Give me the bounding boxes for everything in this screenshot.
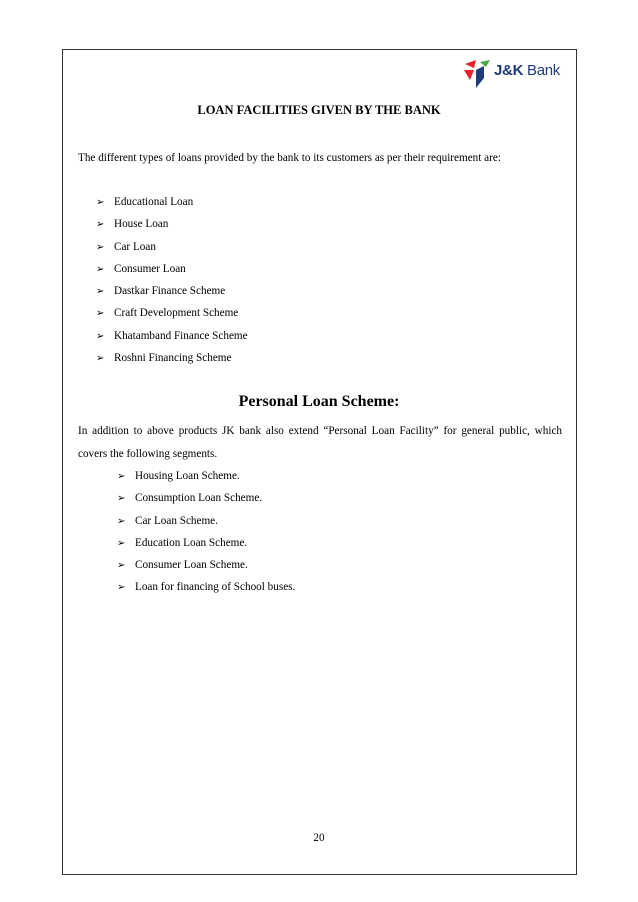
list-item: ➢ Housing Loan Scheme. bbox=[117, 465, 295, 487]
personal-loan-list bbox=[117, 465, 295, 599]
arrow-bullet-icon: ➢ bbox=[117, 493, 126, 505]
arrow-bullet-icon: ➢ bbox=[117, 560, 126, 572]
list-item: ➢ Loan for financing of School buses. bbox=[117, 576, 295, 598]
arrow-bullet-icon: ➢ bbox=[96, 263, 105, 275]
arrow-bullet-icon: ➢ bbox=[117, 515, 126, 527]
list-item: ➢ House Loan bbox=[96, 213, 248, 235]
arrow-bullet-icon: ➢ bbox=[96, 197, 105, 208]
list-item: ➢ Consumer Loan bbox=[96, 258, 248, 280]
arrow-bullet-icon: ➢ bbox=[96, 219, 105, 231]
intro-paragraph: The different types of loans provided by the bank to its customers as per their requirement are: bbox=[78, 152, 501, 164]
arrow-bullet-icon: ➢ bbox=[96, 330, 105, 342]
jk-bank-logo bbox=[462, 58, 582, 92]
jk-bank-logo-icon bbox=[462, 58, 494, 92]
list-item: ➢ Car Loan bbox=[96, 236, 248, 258]
arrow-bullet-icon: ➢ bbox=[117, 537, 126, 549]
list-item: ➢ Car Loan Scheme. bbox=[117, 510, 295, 532]
list-item: ➢ Roshni Financing Scheme bbox=[96, 347, 248, 369]
arrow-bullet-icon: ➢ bbox=[96, 286, 105, 298]
list-item: ➢ Consumer Loan Scheme. bbox=[117, 554, 295, 576]
arrow-bullet-icon: ➢ bbox=[117, 471, 126, 482]
loan-types-list bbox=[96, 191, 248, 369]
list-item: ➢ Dastkar Finance Scheme bbox=[96, 280, 248, 302]
logo-text: J&K Bank bbox=[494, 62, 560, 79]
arrow-bullet-icon: ➢ bbox=[96, 241, 105, 253]
page-title: LOAN FACILITIES GIVEN BY THE BANK bbox=[197, 103, 441, 117]
list-item: ➢ Khatamband Finance Scheme bbox=[96, 325, 248, 347]
section-heading: Personal Loan Scheme: bbox=[238, 393, 400, 410]
section-paragraph: In addition to above products JK bank also extend “Personal Loan Facility” for general public, which covers the following segments. bbox=[78, 425, 562, 460]
list-item: ➢ Education Loan Scheme. bbox=[117, 532, 295, 554]
arrow-bullet-icon: ➢ bbox=[96, 353, 105, 365]
page-number: 20 bbox=[313, 832, 325, 844]
list-item: ➢ Consumption Loan Scheme. bbox=[117, 487, 295, 509]
list-item: ➢ Educational Loan bbox=[96, 191, 248, 213]
arrow-bullet-icon: ➢ bbox=[117, 582, 126, 594]
arrow-bullet-icon: ➢ bbox=[96, 308, 105, 320]
list-item: ➢ Craft Development Scheme bbox=[96, 302, 248, 324]
